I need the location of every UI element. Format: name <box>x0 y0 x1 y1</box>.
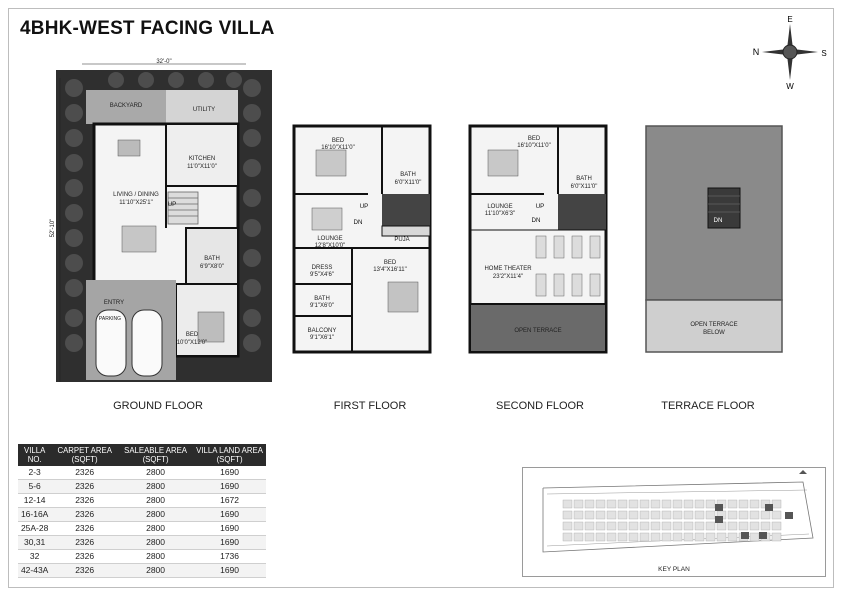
key-plan-lot <box>717 533 726 541</box>
key-plan-lot <box>750 500 759 508</box>
table-row <box>18 508 266 522</box>
key-plan-lot <box>695 511 704 519</box>
key-plan-lot <box>574 511 583 519</box>
key-plan-lot <box>684 533 693 541</box>
key-plan-lot <box>706 511 715 519</box>
key-plan-lot <box>684 522 693 530</box>
key-plan-lot <box>772 522 781 530</box>
sf-up: UP <box>535 203 545 210</box>
gf-living-dim: 11'10"X25'1" <box>119 200 153 206</box>
gf-depth-dim: 52'-10" <box>50 218 56 238</box>
key-plan-lot <box>695 533 704 541</box>
header-land-area: VILLA LAND AREA (SQFT) <box>193 444 266 466</box>
table-row <box>18 564 266 578</box>
key-plan-lot <box>618 511 627 519</box>
key-plan-lot <box>596 522 605 530</box>
ff-balcony-dim: 9'1"X6'1" <box>310 335 334 341</box>
header-carpet-area: CARPET AREA (SQFT) <box>51 444 118 466</box>
cell: 16-16A <box>18 508 51 522</box>
key-plan-lot <box>574 533 583 541</box>
key-plan-lot <box>728 533 737 541</box>
sf-lounge: LOUNGE <box>487 204 513 210</box>
tf-dn: DN <box>713 217 723 224</box>
compass-s: S <box>821 49 827 58</box>
cell: 2326 <box>51 508 118 522</box>
key-plan <box>522 467 826 577</box>
key-plan-lot <box>640 533 649 541</box>
key-plan-lot <box>695 522 704 530</box>
ff-bed2-dim: 13'4"X16'11" <box>373 267 407 273</box>
ff-bed1-dim: 16'10"X11'0" <box>321 145 355 151</box>
key-plan-lot <box>772 500 781 508</box>
cell: 1690 <box>193 522 266 536</box>
key-plan-lot <box>750 533 759 541</box>
cell: 2326 <box>51 564 118 578</box>
key-plan-lot <box>618 533 627 541</box>
gf-utility: UTILITY <box>192 107 216 113</box>
key-plan-lot <box>772 533 781 541</box>
key-plan-lot <box>772 511 781 519</box>
key-plan-lot <box>706 533 715 541</box>
tf-below: BELOW <box>703 330 725 336</box>
gf-bath-dim: 6'9"X8'0" <box>200 264 224 270</box>
cell: 1690 <box>193 564 266 578</box>
second-floor-label: SECOND FLOOR <box>495 400 584 412</box>
key-plan-lot <box>673 522 682 530</box>
cell: 2800 <box>118 536 193 550</box>
gf-living: LIVING / DINING <box>113 192 159 198</box>
cell: 1690 <box>193 536 266 550</box>
cell: 2800 <box>118 480 193 494</box>
ground-floor-label: GROUND FLOOR <box>113 400 203 412</box>
key-plan-lot <box>728 500 737 508</box>
cell: 32 <box>18 550 51 564</box>
key-plan-lot <box>563 533 572 541</box>
ff-lounge: LOUNGE <box>317 236 343 242</box>
cell: 1690 <box>193 466 266 480</box>
first-floor-plan <box>292 124 434 356</box>
ff-bed1: BED <box>331 138 345 144</box>
gf-bed: BED <box>185 332 199 338</box>
cell: 2800 <box>118 564 193 578</box>
page-title: 4BHK-WEST FACING VILLA <box>20 18 275 39</box>
ff-dn: DN <box>353 219 363 226</box>
key-plan-lot <box>618 500 627 508</box>
header-villa-no: VILLA NO. <box>18 444 51 466</box>
key-plan-lot <box>607 522 616 530</box>
cell: 25A-28 <box>18 522 51 536</box>
key-plan-lot <box>739 500 748 508</box>
villa-area-table <box>18 444 266 578</box>
key-plan-lot <box>673 500 682 508</box>
ff-dress-dim: 9'5"X4'6" <box>310 272 334 278</box>
key-plan-lot <box>596 500 605 508</box>
compass-icon <box>752 14 828 90</box>
gf-up: UP <box>167 201 177 208</box>
key-plan-lot <box>563 500 572 508</box>
key-plan-lot <box>684 500 693 508</box>
compass-w: W <box>786 82 794 91</box>
key-plan-lot <box>629 522 638 530</box>
key-plan-lot <box>629 500 638 508</box>
gf-parking: PARKING <box>98 316 122 322</box>
cell: 12-14 <box>18 494 51 508</box>
compass-n: N <box>752 47 760 57</box>
cell: 2326 <box>51 550 118 564</box>
table-header-row <box>18 444 266 466</box>
gf-bed-dim: 10'0"X12'0" <box>176 340 208 346</box>
key-plan-lot <box>662 511 671 519</box>
key-plan-lot <box>739 511 748 519</box>
key-plan-lot <box>761 522 770 530</box>
ff-bed2: BED <box>383 260 397 266</box>
sf-lounge-dim: 11'10"X6'3" <box>484 211 516 217</box>
cell: 2-3 <box>18 466 51 480</box>
key-plan-lot <box>640 500 649 508</box>
table-row <box>18 494 266 508</box>
key-plan-lot <box>750 522 759 530</box>
key-plan-lot <box>651 522 660 530</box>
table-row <box>18 550 266 564</box>
second-floor-plan <box>468 124 610 356</box>
gf-kitchen-dim: 11'0"X11'0" <box>187 164 217 170</box>
cell: 2800 <box>118 508 193 522</box>
sf-bath: BATH <box>576 176 592 182</box>
key-plan-lot <box>640 522 649 530</box>
sf-theater: HOME THEATER <box>484 266 532 272</box>
cell: 2326 <box>51 466 118 480</box>
key-plan-lot <box>640 511 649 519</box>
key-plan-lot <box>651 500 660 508</box>
gf-width-dim: 32'-0" <box>156 59 172 65</box>
ff-lounge-dim: 12'8"X10'0" <box>314 243 346 249</box>
key-plan-lot <box>750 511 759 519</box>
cell: 2800 <box>118 494 193 508</box>
ff-bath1: BATH <box>400 172 416 178</box>
cell: 30,31 <box>18 536 51 550</box>
key-plan-lot <box>574 500 583 508</box>
ff-bath1-dim: 6'0"X11'0" <box>394 180 422 186</box>
cell: 1690 <box>193 508 266 522</box>
key-plan-lot <box>618 522 627 530</box>
sf-theater-dim: 23'2"X11'4" <box>492 274 524 280</box>
key-plan-lot <box>629 533 638 541</box>
cell: 42-43A <box>18 564 51 578</box>
ff-bath2-dim: 9'1"X6'0" <box>310 303 334 309</box>
key-plan-lot <box>651 511 660 519</box>
table-row <box>18 536 266 550</box>
cell: 1690 <box>193 480 266 494</box>
key-plan-lot <box>684 511 693 519</box>
key-plan-lot <box>651 533 660 541</box>
terrace-floor-label: TERRACE FLOOR <box>661 400 755 412</box>
terrace-floor-plan <box>644 124 786 356</box>
key-plan-lot <box>596 511 605 519</box>
ground-floor-plan <box>50 58 274 384</box>
key-plan-lot <box>585 533 594 541</box>
cell: 2326 <box>51 522 118 536</box>
sf-dn: DN <box>531 217 541 224</box>
key-plan-lot <box>585 511 594 519</box>
cell: 2326 <box>51 536 118 550</box>
gf-bath: BATH <box>204 256 220 262</box>
key-plan-lot <box>695 500 704 508</box>
key-plan-lot <box>717 522 726 530</box>
ff-dress: DRESS <box>311 265 333 271</box>
cell: 2800 <box>118 550 193 564</box>
key-plan-lot <box>585 500 594 508</box>
cell: 2326 <box>51 480 118 494</box>
sf-bath-dim: 6'0"X11'0" <box>570 184 598 190</box>
key-plan-lot <box>563 511 572 519</box>
ff-balcony: BALCONY <box>307 328 337 334</box>
key-plan-lot <box>728 511 737 519</box>
key-plan-lot <box>706 522 715 530</box>
key-plan-lot <box>706 500 715 508</box>
ff-up: UP <box>359 203 369 210</box>
key-plan-lot <box>662 500 671 508</box>
key-plan-lot <box>739 522 748 530</box>
gf-kitchen: KITCHEN <box>188 156 216 162</box>
key-plan-map <box>523 468 825 564</box>
key-plan-lot <box>662 533 671 541</box>
table-row <box>18 522 266 536</box>
ff-bath2: BATH <box>314 296 330 302</box>
table-row <box>18 466 266 480</box>
first-floor-label: FIRST FLOOR <box>333 400 407 412</box>
ff-puja: PUJA <box>394 237 410 243</box>
tf-open-terrace: OPEN TERRACE <box>690 322 738 328</box>
cell: 1672 <box>193 494 266 508</box>
key-plan-lot <box>563 522 572 530</box>
key-plan-lot <box>607 511 616 519</box>
gf-entry: ENTRY <box>103 300 125 306</box>
key-plan-lot <box>574 522 583 530</box>
key-plan-label: KEY PLAN <box>658 566 690 573</box>
table-row <box>18 480 266 494</box>
key-plan-lot <box>662 522 671 530</box>
compass-e: E <box>787 15 793 24</box>
key-plan-lot <box>673 533 682 541</box>
key-plan-lot <box>596 533 605 541</box>
key-plan-lot <box>761 511 770 519</box>
key-plan-lot <box>673 511 682 519</box>
sf-bed-dim: 16'10"X11'0" <box>517 143 551 149</box>
key-plan-lot <box>585 522 594 530</box>
header-saleable-area: SALEABLE AREA (SQFT) <box>118 444 193 466</box>
cell: 2800 <box>118 466 193 480</box>
key-plan-lot <box>607 533 616 541</box>
key-plan-lot <box>728 522 737 530</box>
key-plan-lot <box>629 511 638 519</box>
cell: 1736 <box>193 550 266 564</box>
gf-backyard: BACKYARD <box>109 103 143 109</box>
cell: 2800 <box>118 522 193 536</box>
cell: 2326 <box>51 494 118 508</box>
sf-bed: BED <box>527 136 541 142</box>
cell: 5-6 <box>18 480 51 494</box>
sf-terrace: OPEN TERRACE <box>514 328 562 334</box>
key-plan-lot <box>607 500 616 508</box>
